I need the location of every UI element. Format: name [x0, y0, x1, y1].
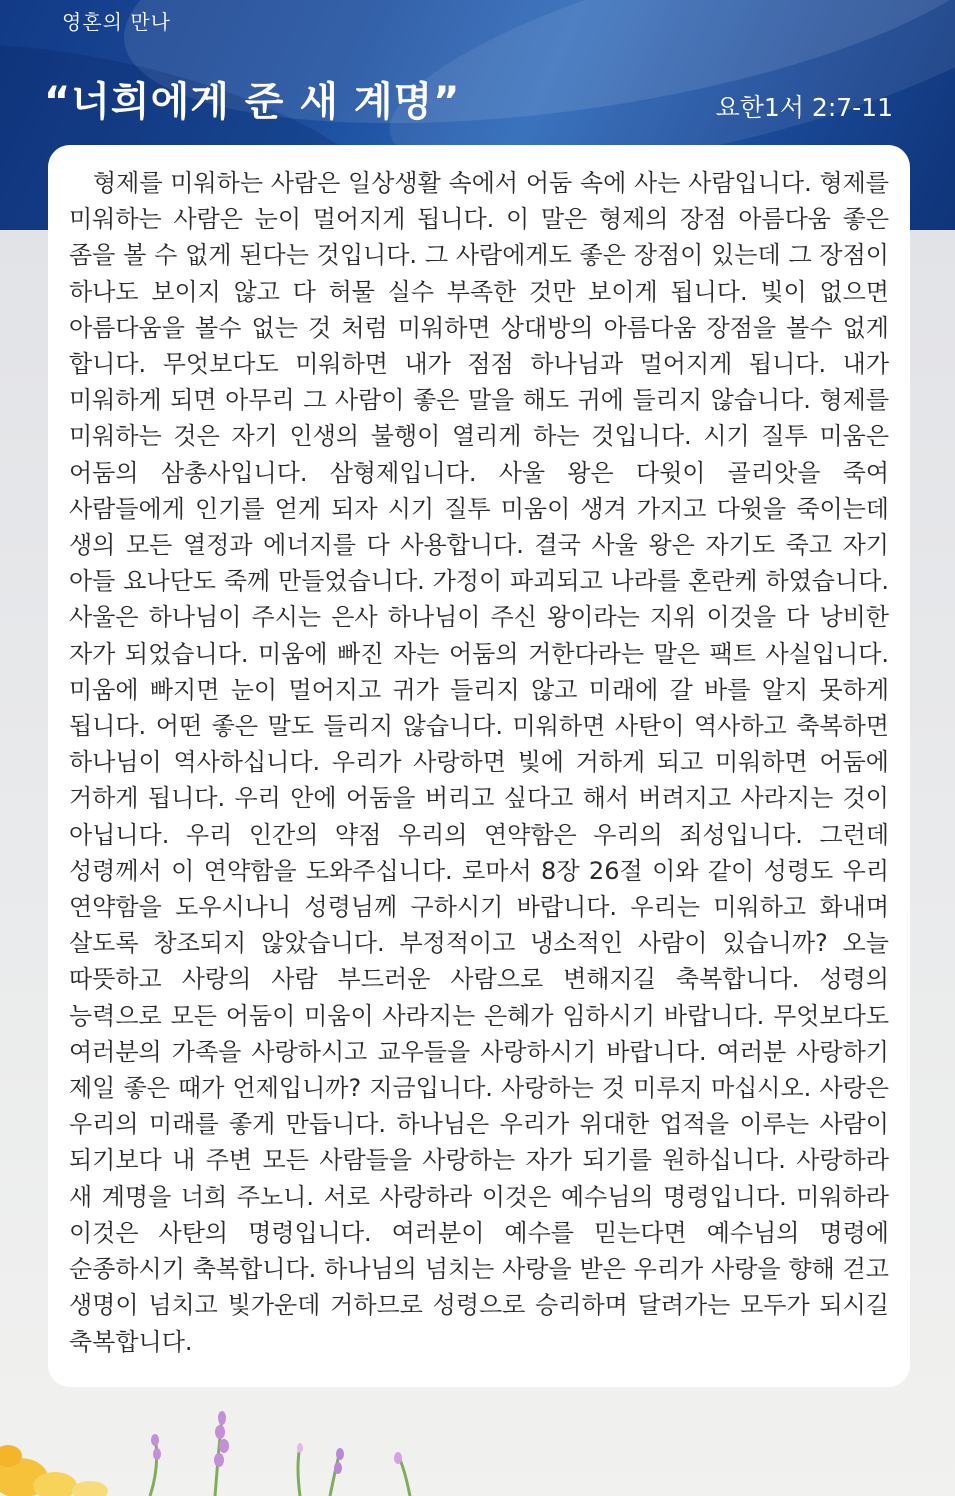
- lavender-spikes: [151, 1411, 402, 1474]
- wildflowers-icon: [0, 1396, 955, 1496]
- sermon-title: “너희에게 준 새 계명”: [44, 79, 461, 125]
- green-stems: [150, 1416, 410, 1496]
- sermon-body: 형제를 미워하는 사람은 일상생활 속에서 어둠 속에 사는 사람입니다. 형제를 미워하는 사람은 눈이 멀어지게 됩니다. 이 말은 형제의 장점 아름다움 좋은 좀을 볼 수 없게 된다는 것입니다. 그 사람에게도 좋은 장점이 있는데 그 장점이 하나도 보이지 않고 다 허물 실수 부족한 것만 보이게 됩니다. 빛이 없으면 아름다움을 볼수 없는 것 처럼 미워하면 상대방의 아름다움 장점을 볼수 없게 합니다. 무엇보다도 미워하면 내가 점점 하나님과 멀어지게 됩니다. 내가 미워하게 되면 아무리 그 사람이 좋은 말을 해도 귀에 들리지 않습니다. 형제를 미워하는 것은 자기 인생의 불행이 열리게 하는 것입니다. 시기 질투 미움은 어둠의 삼총사입니다. 삼형제입니다. 사울 왕은 다윗이 골리앗을 죽여 사람들에게 인기를 얻게 되자 시기 질투 미움이 생겨 가지고 다윗을 죽이는데 생의 모든 열정과 에너지를 다 사용합니다. 결국 사울 왕은 자기도 죽고 자기 아들 요나단도 죽께 만들었습니다. 가정이 파괴되고 나라를 혼란케 하였습니다. 사울은 하나님이 주시는 은사 하나님이 주신 왕이라는 지위 이것을 다 낭비한 자가 되었습니다. 미움에 빠진 자는 어둠의 거한다라는 말은 팩트 사실입니다. 미움에 빠지면 눈이 멀어지고 귀가 들리지 않고 미래에 갈 바를 알지 못하게 됩니다. 어떤 좋은 말도 들리지 않습니다. 미워하면 사탄이 역사하고 축복하면 하나님이 역사하십니다. 우리가 사랑하면 빛에 거하게 되고 미워하면 어둠에 거하게 됩니다. 우리 안에 어둠을 버리고 싶다고 해서 버려지고 사라지는 것이 아닙니다. 우리 인간의 약점 우리의 연약함은 우리의 죄성입니다. 그런데 성령께서 이 연약함을 도와주십니다. 로마서 8장 26절 이와 같이 성령도 우리 연약함을 도우시나니 성령님께 구하시기 바랍니다. 우리는 미워하고 화내며 살도록 창조되지 않았습니다. 부정적이고 냉소적인 사람이 있습니까? 오늘 따뜻하고 사랑의 사람 부드러운 사람으로 변해지길 축복합니다. 성령의 능력으로 모든 어둠이 미움이 사라지는 은혜가 임하시기 바랍니다. 무엇보다도 여러분의 가족을 사랑하시고 교우들을 사랑하시기 바랍니다. 여러분 사랑하기 제일 좋은 때가 언제입니까? 지금입니다. 사랑하는 것 미루지 마십시오. 사랑은 우리의 미래를 좋게 만듭니다. 하나님은 우리가 위대한 업적을 이루는 사람이 되기보다 내 주변 모든 사람들을 사랑하는 자가 되기를 원하십니다. 사랑하라 새 계명을 너희 주노니. 서로 사랑하라 이것은 예수님의 명령입니다. 미워하라 이것은 사탄의 명령입니다. 여러분이 예수를 믿는다면 예수님의 명령에 순종하시기 축복합니다. 하나님의 넘치는 사랑을 받은 우리가 사랑을 향해 걷고 생명이 넘치고 빛가운데 거하므로 성령으로 승리하며 달려가는 모두가 되시길 축복합니다.: [69, 169, 889, 1356]
- series-name: 영혼의 만나: [62, 10, 171, 34]
- yellow-flower-cluster: [0, 1445, 108, 1496]
- scripture-reference: 요한1서 2:7-11: [715, 93, 893, 122]
- content-card: [48, 145, 910, 1387]
